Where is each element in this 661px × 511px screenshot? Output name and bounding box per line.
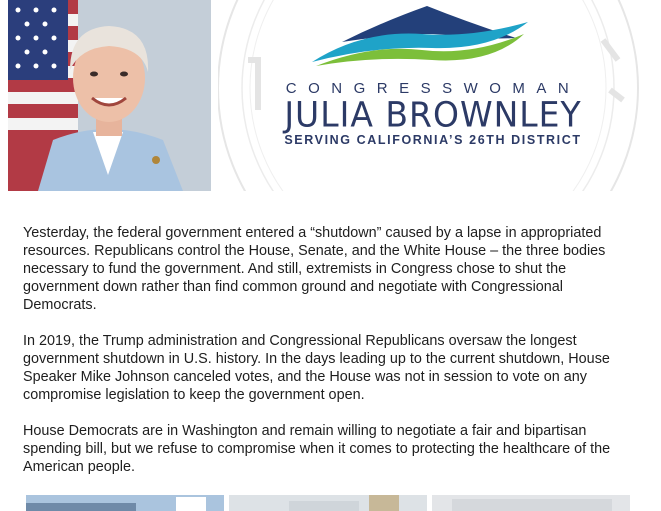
paragraph: In 2019, the Trump administration and Congressional Republicans oversaw the longest government shutdown in U.S. history. In the days leading up to the current shutdown, House Speaker Mike Johnson canceled votes, and the House was not in session to vote on any compromise legislation to keep the government open.	[23, 333, 610, 403]
photo-thumbnail[interactable]	[229, 495, 427, 511]
newsletter-body	[23, 224, 628, 494]
title-line: CONGRESSWOMAN	[285, 80, 581, 97]
mountain-wave-logo	[302, 0, 552, 72]
paragraph: Yesterday, the federal government entered a “shutdown” caused by a lapse in appropriated resources. Republicans control the House, Senate, and the White House – the three bodies necessary to fund the government. And still, extremists in Congress chose to shut the government down rather than find common ground and negotiate with Congressional Democrats.	[23, 225, 606, 313]
banner	[218, 0, 641, 191]
photo-thumbnail[interactable]	[432, 495, 630, 511]
newsletter-header	[8, 0, 641, 191]
district-subtitle: SERVING CALIFORNIA’S 26TH DISTRICT	[284, 133, 582, 147]
portrait-illustration	[8, 0, 211, 191]
paragraph: House Democrats are in Washington and remain willing to negotiate a fair and bipartisan spending bill, but we refuse to compromise when it comes to protecting the healthcare of the American people.	[23, 423, 611, 475]
portrait-photo	[8, 0, 211, 191]
representative-name: JULIA BROWNLEY	[284, 94, 582, 135]
photo-strip	[26, 495, 630, 511]
photo-thumbnail[interactable]	[26, 495, 224, 511]
